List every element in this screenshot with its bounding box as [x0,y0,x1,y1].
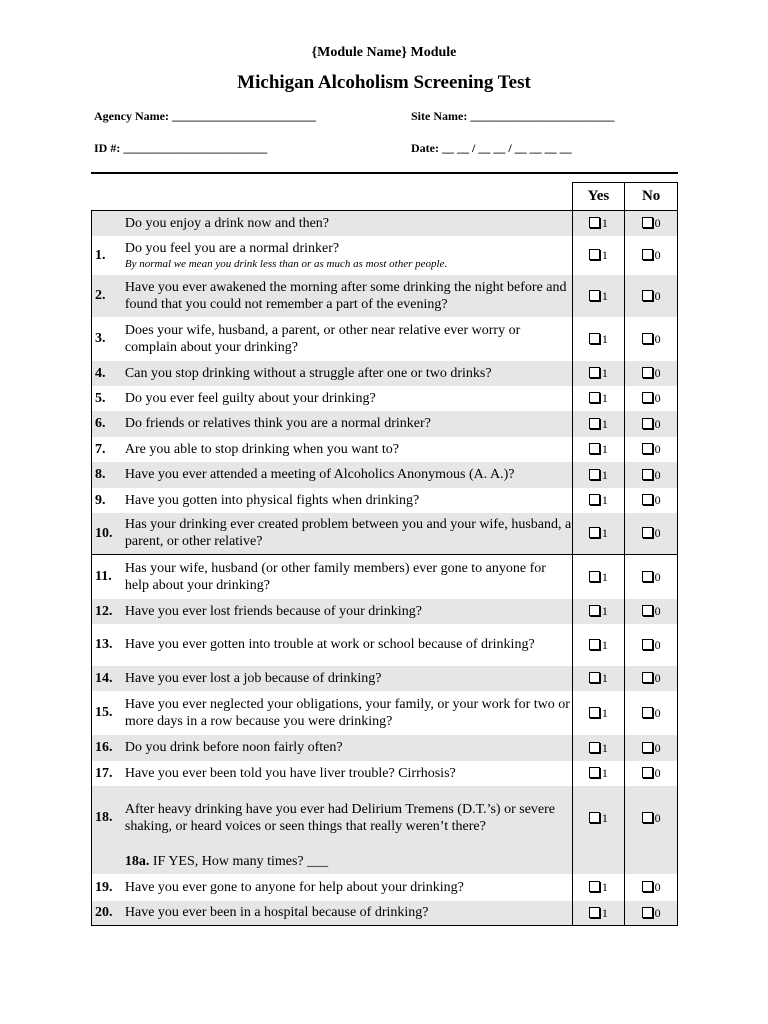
id-field[interactable]: ID #: ________________________ [94,141,268,155]
yes-cell [572,666,625,691]
question-text: Does your wife, husband, a parent, or other near relative ever worry or complain about your drinking? [124,322,521,355]
checkbox-no-6[interactable] [642,418,653,429]
question-row [92,786,678,850]
question-row [92,666,678,691]
yes-cell [572,691,625,735]
no-cell [625,513,678,555]
question-number: 6. [92,411,125,437]
no-value: 0 [654,248,661,262]
checkbox-yes-16[interactable] [589,742,600,753]
question-number: 3. [92,317,125,361]
question-number: 14. [92,666,125,691]
yes-value: 1 [601,766,608,780]
question-text-cell [125,211,572,236]
module-heading: {Module Name} Module [311,45,457,60]
yes-value: 1 [601,493,608,507]
checkbox-no-20[interactable] [642,907,653,918]
checkbox-yes-1[interactable] [589,249,600,260]
question-row [92,555,678,599]
checkbox-no-0[interactable] [642,217,653,228]
checkbox-yes-19[interactable] [589,881,600,892]
yes-value: 1 [601,880,608,894]
no-cell [625,901,678,926]
no-cell [625,462,678,488]
question-row [92,691,678,735]
yes-cell [572,901,625,926]
question-text-cell [125,735,572,761]
question-row [92,901,678,926]
question-number: 12. [92,599,125,624]
yes-value: 1 [601,740,608,755]
yes-value: 1 [601,467,608,482]
question-text: Do you enjoy a drink now and then? [124,215,330,231]
checkbox-yes-13[interactable] [589,639,600,650]
yes-cell [572,513,625,555]
question-text: Has your drinking ever created problem between you and your wife, husband, a parent, or other relative? [124,517,572,550]
no-value: 0 [654,442,661,456]
question-row [92,275,678,317]
yes-cell [572,624,625,666]
question-row [92,386,678,411]
no-cell [625,599,678,624]
no-cell [625,437,678,462]
checkbox-yes-15[interactable] [589,707,600,718]
question-text-cell [125,555,572,599]
no-value: 0 [654,366,661,380]
yes-cell [572,361,625,386]
question-text-cell [125,624,572,666]
question-number: 7. [92,437,125,462]
question-number: 18. [92,786,125,850]
no-cell [625,411,678,437]
question-row [92,211,678,236]
no-cell [625,786,678,850]
yes-value: 1 [601,810,608,825]
no-cell [625,236,678,275]
no-value: 0 [654,740,661,755]
checkbox-no-13[interactable] [642,639,653,650]
yes-cell [572,488,625,513]
question-row [92,599,678,624]
yes-value: 1 [601,526,608,541]
question-row [92,317,678,361]
followup-cell [125,850,572,874]
checkbox-yes-20[interactable] [589,907,600,918]
yes-value: 1 [601,288,608,303]
question-text: Have you ever gotten into trouble at work or school because of drinking? [124,637,535,652]
question-note: By normal we mean you drink less than or as much as most other people. [124,257,448,270]
yes-cell [572,555,625,599]
checkbox-yes-0[interactable] [589,217,600,228]
header-divider [91,172,678,174]
yes-cell [572,386,625,411]
question-text: Have you ever been told you have liver trouble? Cirrhosis? [124,765,456,781]
question-text-cell [125,786,572,850]
no-cell [625,317,678,361]
checkbox-no-11[interactable] [642,571,653,582]
yes-cell [572,411,625,437]
checkbox-yes-4[interactable] [589,367,600,378]
checkbox-no-4[interactable] [642,367,653,378]
yes-cell [572,735,625,761]
yes-cell [572,211,625,236]
checkbox-no-3[interactable] [642,333,653,344]
yes-cell [572,786,625,850]
no-value: 0 [654,569,661,584]
checkbox-no-5[interactable] [642,392,653,403]
question-number: 16. [92,735,125,761]
no-value: 0 [654,671,661,685]
question-text: Are you able to stop drinking when you want to? [124,441,400,457]
yes-value: 1 [601,366,608,380]
question-number: 17. [92,761,125,786]
question-text-cell [125,513,572,555]
checkbox-yes-11[interactable] [589,571,600,582]
followup-text[interactable]: IF YES, How many times? ___ [152,854,329,869]
yes-value: 1 [601,604,608,618]
no-value: 0 [654,905,661,920]
no-value: 0 [654,810,661,825]
checkbox-no-7[interactable] [642,443,653,454]
question-number: 19. [92,874,125,901]
question-row [92,236,678,275]
question-number: 4. [92,361,125,386]
no-value: 0 [654,604,661,618]
question-text: Has your wife, husband (or other family members) ever gone to anyone for help about your drinking? [124,560,546,593]
yes-value: 1 [601,248,608,262]
checkbox-yes-6[interactable] [589,418,600,429]
question-row [92,735,678,761]
no-cell [625,666,678,691]
no-value: 0 [654,766,661,780]
question-text: Can you stop drinking without a struggle after one or two drinks? [124,365,492,381]
question-row [92,513,678,555]
yes-value: 1 [601,705,608,720]
question-row [92,488,678,513]
question-text: After heavy drinking have you ever had Delirium Tremens (D.T.’s) or severe shaking, or heard voices or seen things that really weren’t there? [124,801,556,834]
no-column-header: No [625,183,678,211]
checkbox-no-2[interactable] [642,290,653,301]
question-text-cell [125,599,572,624]
page-title: Michigan Alcoholism Screening Test [237,72,531,93]
no-cell [625,275,678,317]
question-number [92,211,125,236]
question-number: 2. [92,275,125,317]
no-cell [625,211,678,236]
question-number: 9. [92,488,125,513]
date-field[interactable]: Date: __ __ / __ __ / __ __ __ __ [411,141,572,155]
yes-value: 1 [601,671,608,685]
question-text: Have you gotten into physical fights when drinking? [124,492,420,508]
question-text: Do you feel you are a normal drinker? [124,240,340,256]
question-number: 8. [92,462,125,488]
checkbox-no-10[interactable] [642,527,653,538]
no-cell [625,691,678,735]
yes-cell [572,275,625,317]
yes-value: 1 [601,905,608,920]
no-value: 0 [654,637,661,652]
checkbox-yes-8[interactable] [589,469,600,480]
question-text-cell [125,275,572,317]
question-row [92,361,678,386]
question-text: Have you ever lost a job because of drinking? [124,670,382,686]
question-row [92,437,678,462]
question-text: Have you ever neglected your obligations, your family, or your work for two or more days in a row because you were drinking? [124,696,570,729]
question-text-cell [125,317,572,361]
question-row [92,624,678,666]
no-value: 0 [654,467,661,482]
question-text: Have you ever awakened the morning after some drinking the night before and found that you could not remember a part of the evening? [124,279,567,312]
yes-value: 1 [601,442,608,456]
checkbox-yes-9[interactable] [589,494,600,505]
followup-number: 18a. [124,854,150,869]
yes-cell [572,761,625,786]
checkbox-no-8[interactable] [642,469,653,480]
checkbox-no-19[interactable] [642,881,653,892]
question-text-cell [125,874,572,901]
question-text: Have you ever attended a meeting of Alcoholics Anonymous (A. A.)? [124,467,515,482]
yes-value: 1 [601,391,608,405]
no-cell [625,735,678,761]
no-cell [625,361,678,386]
question-text-cell [125,901,572,926]
checkbox-no-14[interactable] [642,672,653,683]
checkbox-yes-5[interactable] [589,392,600,403]
question-text: Have you ever gone to anyone for help about your drinking? [124,879,464,895]
question-text-cell [125,666,572,691]
question-text: Do friends or relatives think you are a normal drinker? [124,416,431,431]
no-value: 0 [654,331,661,346]
question-row [92,761,678,786]
question-number: 10. [92,513,125,555]
yes-value: 1 [601,637,608,652]
checkbox-yes-18[interactable] [589,812,600,823]
no-value: 0 [654,705,661,720]
no-cell [625,386,678,411]
question-row [92,411,678,437]
followup-row [92,850,678,874]
no-value: 0 [654,216,661,231]
checkbox-yes-3[interactable] [589,333,600,344]
question-text-cell [125,462,572,488]
question-number: 1. [92,236,125,275]
checkbox-yes-10[interactable] [589,527,600,538]
checkbox-yes-17[interactable] [589,767,600,778]
yes-cell [572,599,625,624]
yes-value: 1 [601,569,608,584]
no-value: 0 [654,288,661,303]
checkbox-no-16[interactable] [642,742,653,753]
site-name-field[interactable]: Site Name: ________________________ [411,109,615,123]
no-cell [625,555,678,599]
question-text: Have you ever lost friends because of your drinking? [124,603,422,619]
question-row [92,462,678,488]
question-text-cell [125,488,572,513]
yes-cell [572,236,625,275]
yes-cell [572,317,625,361]
yes-value: 1 [601,331,608,346]
question-text-cell [125,361,572,386]
checkbox-no-17[interactable] [642,767,653,778]
question-number: 20. [92,901,125,926]
question-number: 5. [92,386,125,411]
checkbox-yes-7[interactable] [589,443,600,454]
question-text-cell [125,236,572,275]
checkbox-no-18[interactable] [642,812,653,823]
agency-name-field[interactable]: Agency Name: ________________________ [94,109,316,123]
no-cell [625,488,678,513]
question-text-cell [125,761,572,786]
question-text: Do you ever feel guilty about your drinking? [124,390,376,406]
yes-cell [572,874,625,901]
question-text-cell [125,386,572,411]
no-value: 0 [654,493,661,507]
question-row [92,874,678,901]
checkbox-yes-14[interactable] [589,672,600,683]
question-text-cell [125,411,572,437]
question-number: 15. [92,691,125,735]
no-cell [625,874,678,901]
checkbox-no-1[interactable] [642,249,653,260]
question-number: 11. [92,555,125,599]
no-cell [625,761,678,786]
yes-value: 1 [601,416,608,431]
checkbox-yes-12[interactable] [589,605,600,616]
question-text: Have you ever been in a hospital because of drinking? [124,905,429,921]
yes-cell [572,462,625,488]
no-value: 0 [654,416,661,431]
checkbox-no-12[interactable] [642,605,653,616]
question-text-cell [125,691,572,735]
no-value: 0 [654,880,661,894]
questionnaire-table [91,182,678,926]
no-cell [625,624,678,666]
question-number: 13. [92,624,125,666]
checkbox-yes-2[interactable] [589,290,600,301]
question-text-cell [125,437,572,462]
yes-cell [572,437,625,462]
checkbox-no-9[interactable] [642,494,653,505]
question-text: Do you drink before noon fairly often? [124,740,343,755]
no-value: 0 [654,391,661,405]
no-value: 0 [654,526,661,541]
checkbox-no-15[interactable] [642,707,653,718]
yes-value: 1 [601,216,608,231]
column-header-row [92,183,678,211]
yes-column-header: Yes [572,183,625,211]
